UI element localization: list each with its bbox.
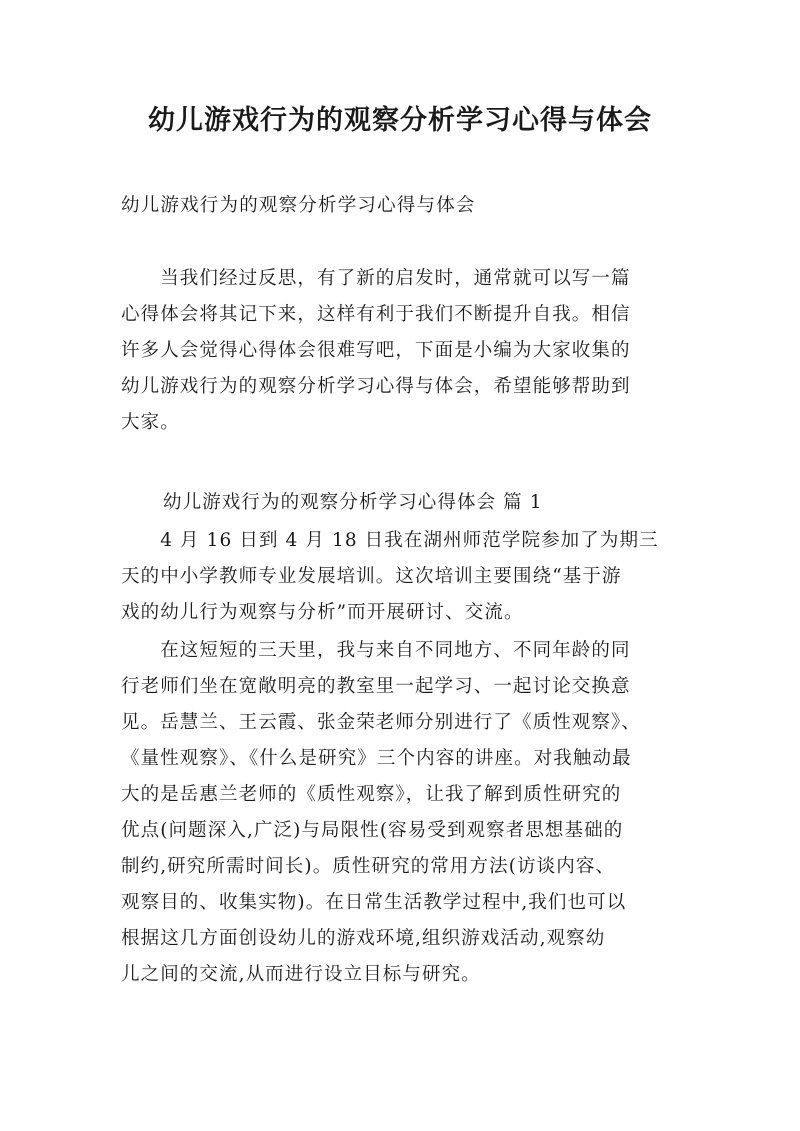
intro-line: 当我们经过反思，有了新的启发时，通常就可以写一篇	[121, 268, 631, 289]
paragraph-line: 儿之间的交流,从而进行设立目标与研究。	[121, 964, 481, 985]
paragraph-line: 制约,研究所需时间长)。质性研究的常用方法(访谈内容、	[121, 856, 616, 877]
paragraph-line: 大的是岳惠兰老师的《质性观察》，让我了解到质性研究的	[121, 784, 622, 805]
paragraph-line: 《量性观察》、《什么是研究》三个内容的讲座。对我触动最	[121, 748, 632, 769]
paragraph-line: 根据这几方面创设幼儿的游戏环境,组织游戏活动,观察幼	[121, 928, 606, 949]
paragraph-line: 优点(问题深入,广泛)与局限性(容易受到观察者思想基础的	[121, 820, 624, 841]
paragraph-line: 观察目的、收集实物)。在日常生活教学过程中,我们也可以	[121, 892, 627, 913]
paragraph-1	[121, 523, 691, 631]
paragraph-line: 戏的幼儿行为观察与分析”而开展研讨、交流。	[121, 602, 524, 623]
intro-line: 许多人会觉得心得体会很难写吧，下面是小编为大家收集的	[121, 340, 631, 361]
paragraph-line: 见。岳慧兰、王云霞、张金荣老师分别进行了《质性观察》、	[121, 712, 641, 733]
document-subtitle: 幼儿游戏行为的观察分析学习心得与体会	[121, 195, 476, 216]
paragraph-line: 在这短短的三天里，我与来自不同地方、不同年龄的同	[121, 640, 631, 661]
intro-line: 心得体会将其记下来，这样有利于我们不断提升自我。相信	[121, 304, 631, 325]
intro-paragraph	[121, 261, 691, 441]
paragraph-line: 天的中小学教师专业发展培训。这次培训主要围绕“基于游	[121, 566, 622, 587]
intro-line: 幼儿游戏行为的观察分析学习心得与体会，希望能够帮助到	[121, 376, 631, 397]
section-heading: 幼儿游戏行为的观察分析学习心得体会 篇 1	[163, 492, 543, 513]
paragraph-2	[121, 633, 691, 993]
intro-line: 大家。	[121, 412, 180, 433]
page-title: 幼儿游戏行为的观察分析学习心得与体会	[148, 105, 652, 136]
paragraph-line: 行老师们坐在宽敞明亮的教室里一起学习、一起讨论交换意	[121, 676, 631, 697]
paragraph-line: 4 月 16 日到 4 月 18 日我在湖州师范学院参加了为期三	[121, 530, 659, 551]
